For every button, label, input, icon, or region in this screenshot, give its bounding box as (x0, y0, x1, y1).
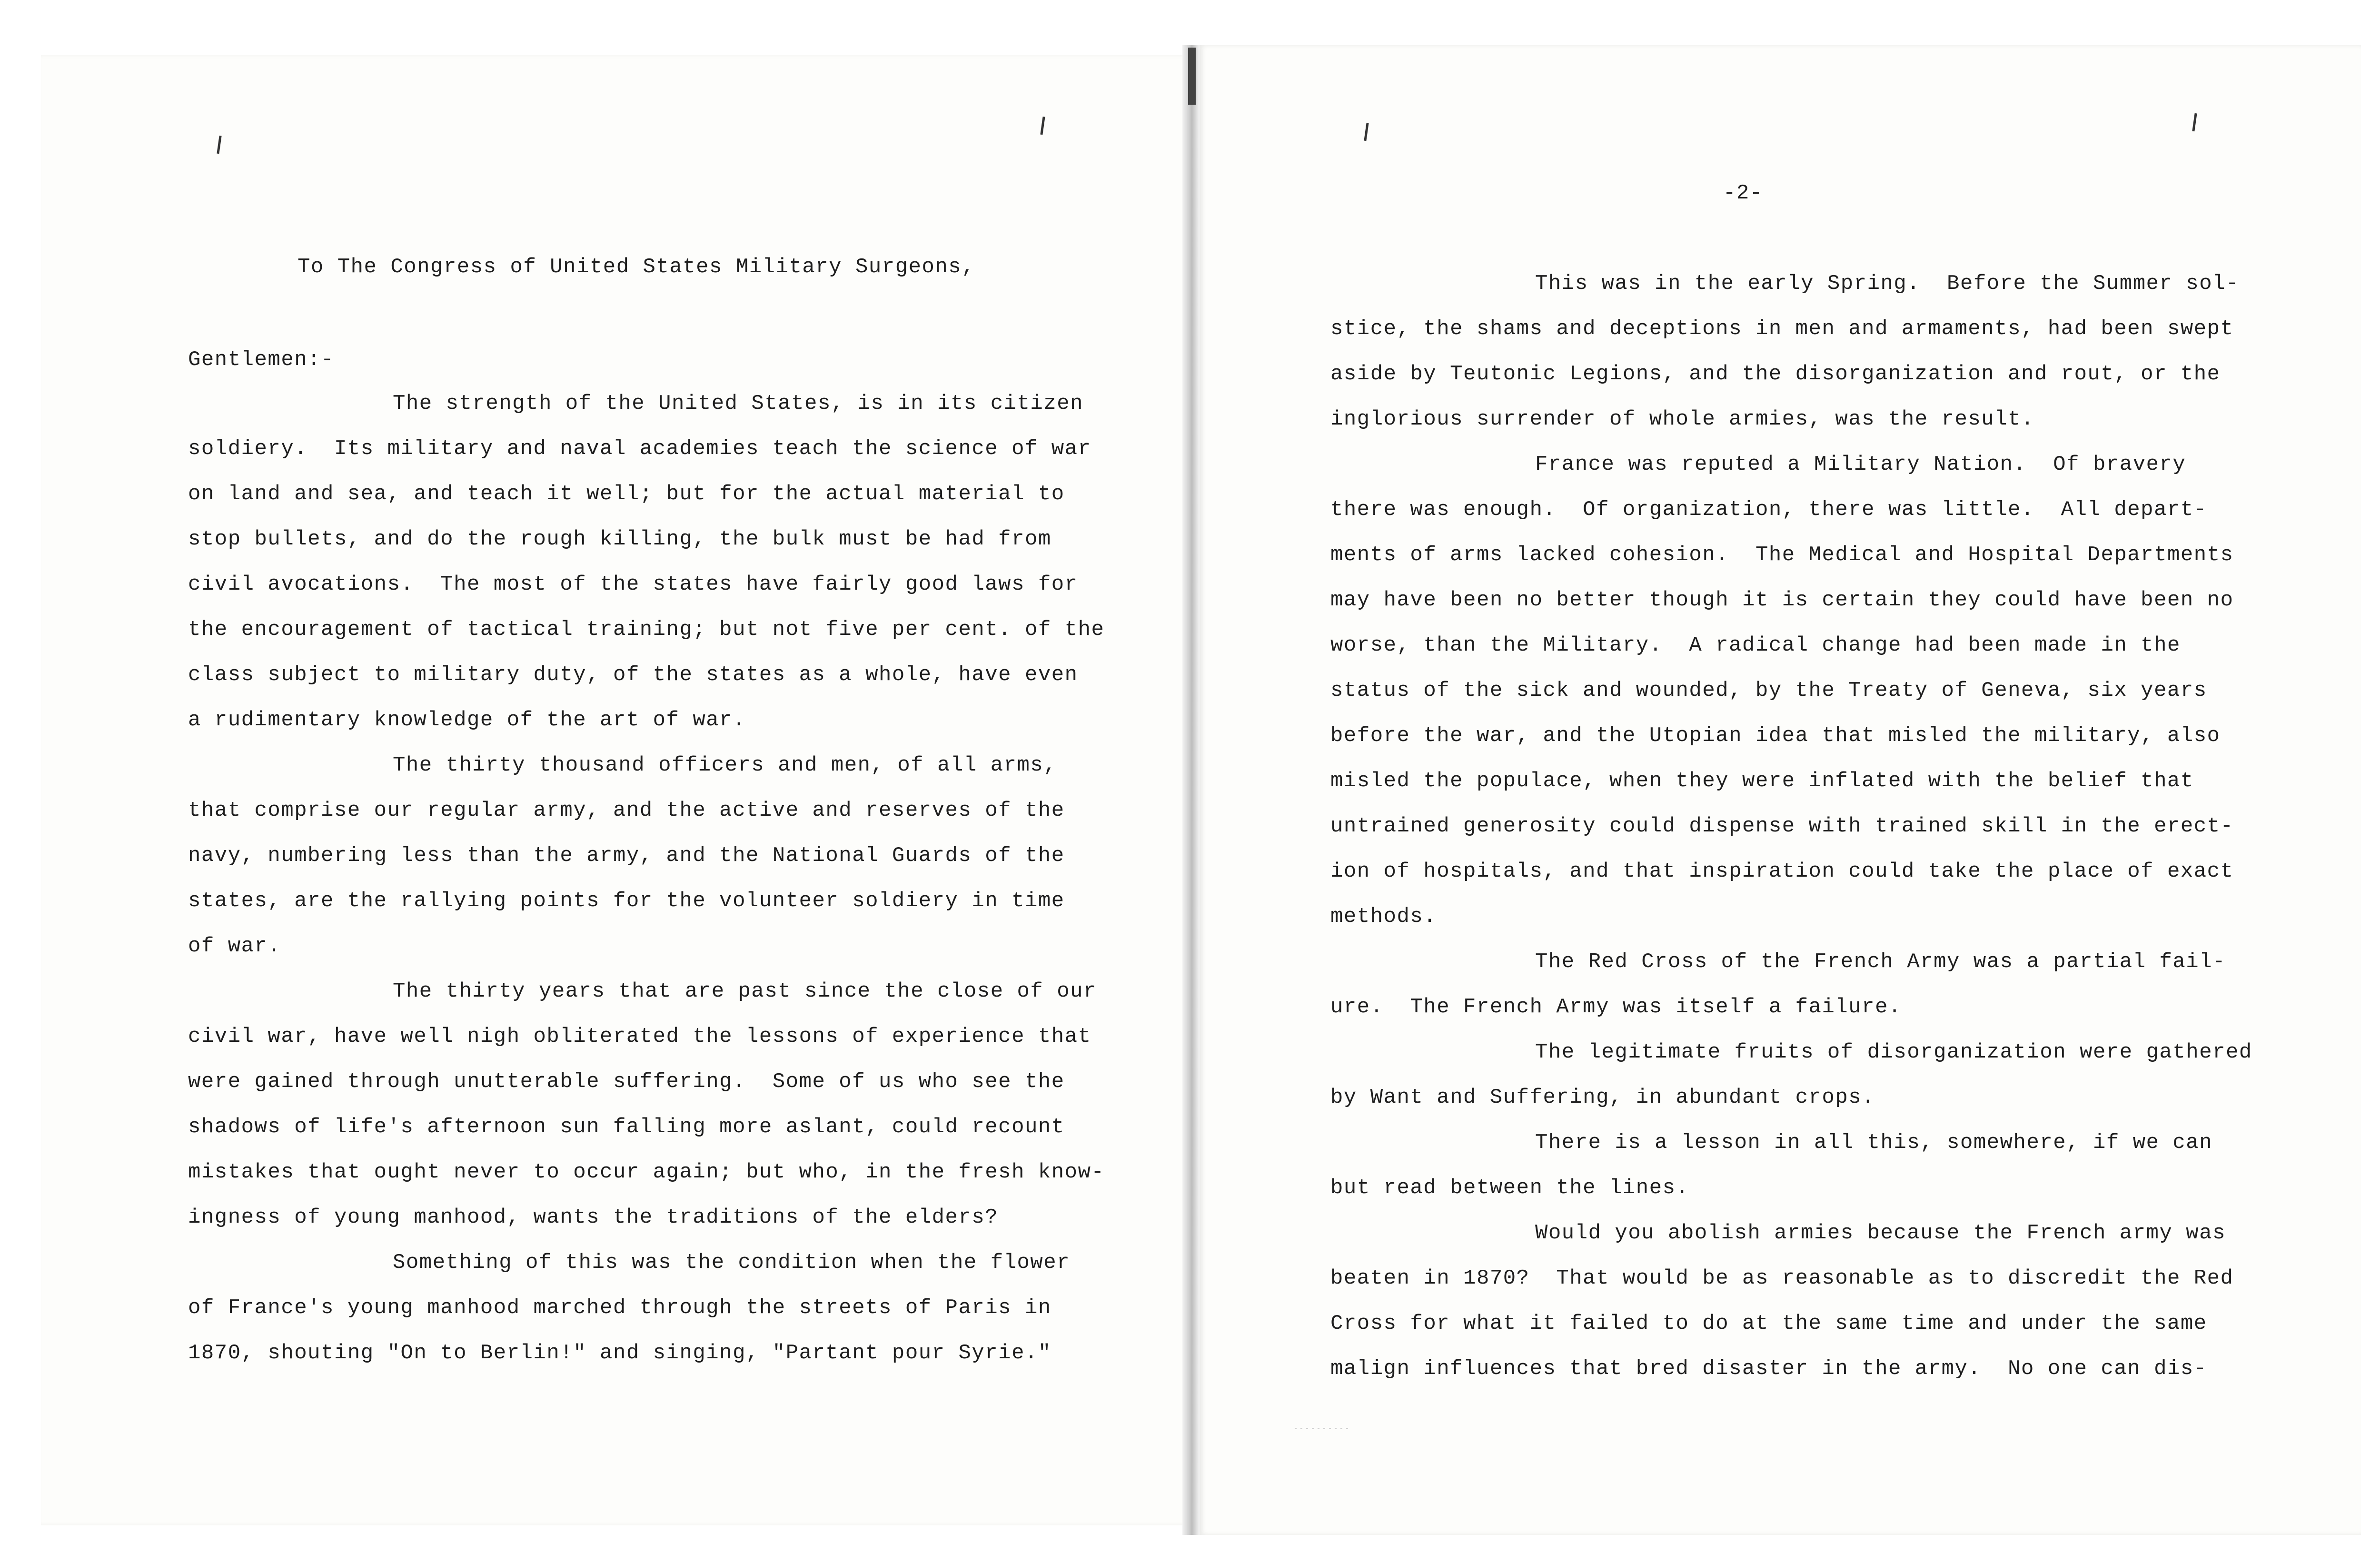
page-number: -2- (1723, 181, 1763, 205)
left-text-line: civil avocations. The most of the states have fairly good laws for (188, 573, 1078, 596)
left-text-line: on land and sea, and teach it well; but for the actual material to (188, 482, 1065, 506)
left-text-line: The strength of the United States, is in its citizen (393, 392, 1084, 415)
left-text-line: ingness of young manhood, wants the traditions of the elders? (188, 1206, 999, 1229)
right-text-line: methods. (1330, 905, 1437, 929)
left-text-line: of France's young manhood marched through the streets of Paris in (188, 1296, 1051, 1320)
right-text-line: may have been no better though it is certain they could have been no (1330, 588, 2234, 612)
left-text-line: class subject to military duty, of the states as a whole, have even (188, 663, 1078, 687)
right-text-line: worse, than the Military. A radical change had been made in the (1330, 633, 2181, 657)
right-text-line: there was enough. Of organization, there was little. All depart- (1330, 498, 2207, 522)
right-text-line: The Red Cross of the French Army was a partial fail- (1535, 950, 2226, 974)
book-binding (1182, 45, 1200, 1535)
right-text-line: There is a lesson in all this, somewhere, if we can (1535, 1131, 2213, 1155)
right-text-line: Cross for what it failed to do at the same time and under the same (1330, 1312, 2207, 1335)
left-text-line: soldiery. Its military and naval academies teach the science of war (188, 437, 1091, 461)
left-text-line: The thirty years that are past since the close of our (393, 979, 1097, 1003)
right-text-line: malign influences that bred disaster in the army. No one can dis- (1330, 1357, 2207, 1381)
letter-heading: To The Congress of United States Military Surgeons, (298, 255, 975, 279)
right-text-line: The legitimate fruits of disorganization were gathered (1535, 1040, 2252, 1064)
right-text-line: aside by Teutonic Legions, and the disorganization and rout, or the (1330, 362, 2221, 386)
binding-clip (1188, 48, 1196, 105)
left-text-line: the encouragement of tactical training; but not five per cent. of the (188, 618, 1105, 642)
left-text-line: states, are the rallying points for the volunteer soldiery in time (188, 889, 1065, 913)
left-text-line: mistakes that ought never to occur again; but who, in the fresh know- (188, 1160, 1105, 1184)
right-text-line: inglorious surrender of whole armies, was the result. (1330, 407, 2034, 431)
right-text-line: before the war, and the Utopian idea that misled the military, also (1330, 724, 2221, 748)
right-text-line: beaten in 1870? That would be as reasonable as to discredit the Red (1330, 1266, 2234, 1290)
scan-speckle (1295, 1428, 1352, 1429)
left-text-line: 1870, shouting "On to Berlin!" and singing, "Partant pour Syrie." (188, 1341, 1051, 1365)
right-text-line: ion of hospitals, and that inspiration could take the place of exact (1330, 860, 2234, 883)
right-text-line: by Want and Suffering, in abundant crops. (1330, 1086, 1875, 1109)
left-text-line: The thirty thousand officers and men, of all arms, (393, 753, 1057, 777)
right-text-line: Would you abolish armies because the French army was (1535, 1221, 2226, 1245)
left-text-line: stop bullets, and do the rough killing, the bulk must be had from (188, 527, 1051, 551)
left-text-line: of war. (188, 934, 281, 958)
left-text-line: shadows of life's afternoon sun falling more aslant, could recount (188, 1115, 1065, 1139)
right-text-line: This was in the early Spring. Before the Summer sol- (1535, 272, 2239, 296)
right-text-line: stice, the shams and deceptions in men and armaments, had been swept (1330, 317, 2234, 341)
left-text-line: were gained through unutterable suffering. Some of us who see the (188, 1070, 1065, 1094)
left-text-line: navy, numbering less than the army, and the National Guards of the (188, 844, 1065, 868)
left-text-line: civil war, have well nigh obliterated the lessons of experience that (188, 1025, 1091, 1048)
right-text-line: ments of arms lacked cohesion. The Medical and Hospital Departments (1330, 543, 2234, 567)
right-text-line: untrained generosity could dispense with trained skill in the erect- (1330, 814, 2234, 838)
left-text-line: Something of this was the condition when the flower (393, 1251, 1071, 1275)
left-text-line: a rudimentary knowledge of the art of war. (188, 708, 746, 732)
right-text-line: but read between the lines. (1330, 1176, 1689, 1200)
right-text-line: France was reputed a Military Nation. Of bravery (1535, 453, 2186, 476)
left-text-line: that comprise our regular army, and the active and reserves of the (188, 799, 1065, 822)
right-text-line: status of the sick and wounded, by the Treaty of Geneva, six years (1330, 679, 2207, 702)
letter-salutation: Gentlemen:- (188, 348, 334, 372)
right-text-line: misled the populace, when they were inflated with the belief that (1330, 769, 2194, 793)
right-text-line: ure. The French Army was itself a failure. (1330, 995, 1902, 1019)
